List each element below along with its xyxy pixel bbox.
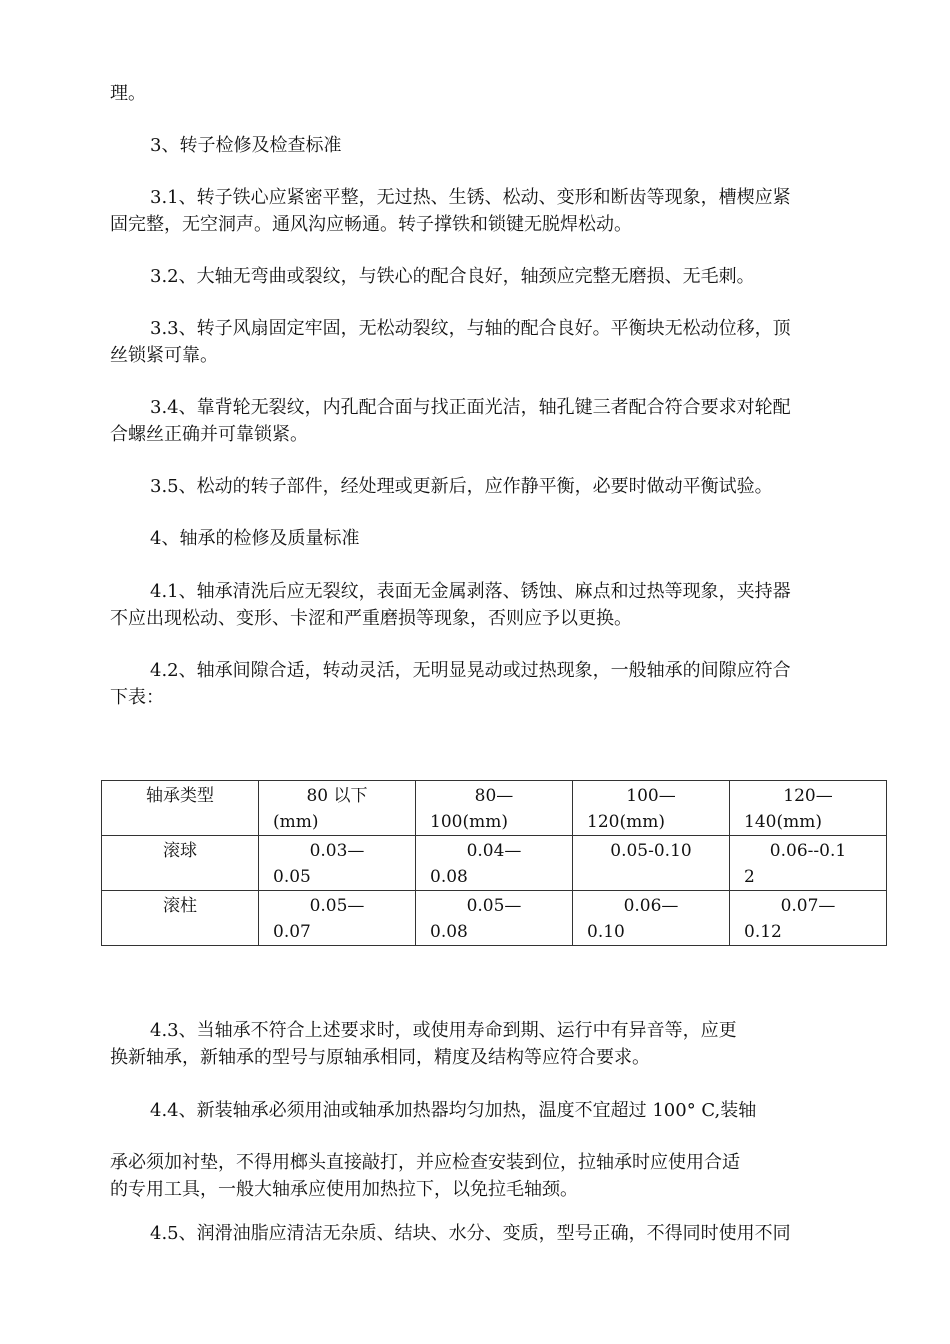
table-cell	[259, 891, 416, 946]
paragraph-line: 固完整，无空洞声。通风沟应畅通。转子撑铁和锁键无脱焊松动。	[110, 214, 632, 235]
table-row	[102, 836, 887, 891]
cell-text: 0.10	[587, 922, 625, 942]
table-header-cell	[416, 781, 573, 836]
table-header-cell	[573, 781, 730, 836]
paragraph-line: 4.1、轴承清洗后应无裂纹，表面无金属剥落、锈蚀、麻点和过热等现象，夹持器	[150, 581, 791, 602]
table-cell	[573, 891, 730, 946]
table-cell	[416, 836, 573, 891]
cell-text: 0.05—	[309, 896, 365, 916]
paragraph-line: 3.5、松动的转子部件，经处理或更新后，应作静平衡，必要时做动平衡试验。	[150, 476, 773, 497]
paragraph-line: 3.4、靠背轮无裂纹，内孔配合面与找正面光洁，轴孔键三者配合符合要求对轮配	[150, 397, 791, 418]
paragraph-line: 3.1、转子铁心应紧密平整，无过热、生锈、松动、变形和断齿等现象，槽楔应紧	[150, 187, 791, 208]
paragraph-line: 4.5、润滑油脂应清洁无杂质、结块、水分、变质，型号正确，不得同时使用不同	[150, 1223, 791, 1244]
table-cell	[573, 836, 730, 891]
cell-text: 2	[744, 867, 755, 887]
table-cell	[730, 836, 887, 891]
cell-text: 0.07—	[780, 896, 836, 916]
table-header-text: 轴承类型	[146, 786, 214, 806]
cell-text: 0.07	[273, 922, 311, 942]
table-cell	[102, 836, 259, 891]
paragraph-line: 丝锁紧可靠。	[110, 345, 218, 366]
table-header-cell	[102, 781, 259, 836]
table-header-cell	[259, 781, 416, 836]
paragraph-line: 3.2、大轴无弯曲或裂纹，与铁心的配合良好，轴颈应完整无磨损、无毛刺。	[150, 266, 755, 287]
paragraph-line: 4.3、当轴承不符合上述要求时，或使用寿命到期、运行中有异音等，应更	[150, 1020, 737, 1041]
row-label: 滚球	[163, 841, 197, 861]
paragraph-line: 承必须加衬垫，不得用榔头直接敲打，并应检查安装到位，拉轴承时应使用合适	[110, 1152, 740, 1173]
table-cell	[730, 891, 887, 946]
cell-text: 0.05—	[466, 896, 522, 916]
cell-text: 0.08	[430, 867, 468, 887]
paragraph-line: 4.4、新装轴承必须用油或轴承加热器均匀加热，温度不宜超过 100° C,装轴	[150, 1100, 757, 1121]
paragraph-line: 的专用工具，一般大轴承应使用加热拉下，以免拉毛轴颈。	[110, 1179, 578, 1200]
cell-text: 0.05	[273, 867, 311, 887]
paragraph-line: 4.2、轴承间隙合适，转动灵活，无明显晃动或过热现象，一般轴承的间隙应符合	[150, 660, 791, 681]
cell-text: 100—	[626, 786, 676, 806]
cell-text: 80—	[474, 786, 514, 806]
cell-text: 0.12	[744, 922, 782, 942]
cell-text: 0.05-0.10	[610, 841, 692, 861]
paragraph-line: 合螺丝正确并可靠锁紧。	[110, 424, 308, 445]
table-cell	[416, 891, 573, 946]
section-heading: 3、转子检修及检查标准	[150, 135, 342, 156]
table-cell	[259, 836, 416, 891]
cell-text: 0.03—	[309, 841, 365, 861]
cell-text: (mm)	[273, 812, 319, 832]
table-header-row	[102, 781, 887, 836]
cell-text: 0.06--0.1	[769, 841, 847, 861]
section-heading: 4、轴承的检修及质量标准	[150, 528, 360, 549]
cell-text: 0.08	[430, 922, 468, 942]
row-label: 滚柱	[163, 896, 197, 916]
paragraph-line: 下表：	[110, 687, 164, 708]
cell-text: 140(mm)	[744, 812, 822, 832]
cell-text: 100(mm)	[430, 812, 508, 832]
table-row	[102, 891, 887, 946]
paragraph-line: 换新轴承，新轴承的型号与原轴承相同，精度及结构等应符合要求。	[110, 1047, 650, 1068]
cell-text: 120(mm)	[587, 812, 665, 832]
paragraph-line: 理。	[110, 83, 146, 104]
table-cell	[102, 891, 259, 946]
cell-text: 0.04—	[466, 841, 522, 861]
cell-text: 80 以下	[306, 786, 368, 806]
bearing-clearance-table	[101, 780, 887, 946]
table-header-cell	[730, 781, 887, 836]
paragraph-line: 不应出现松动、变形、卡涩和严重磨损等现象，否则应予以更换。	[110, 608, 632, 629]
cell-text: 0.06—	[623, 896, 679, 916]
cell-text: 120—	[783, 786, 833, 806]
paragraph-line: 3.3、转子风扇固定牢固，无松动裂纹，与轴的配合良好。平衡块无松动位移，顶	[150, 318, 791, 339]
